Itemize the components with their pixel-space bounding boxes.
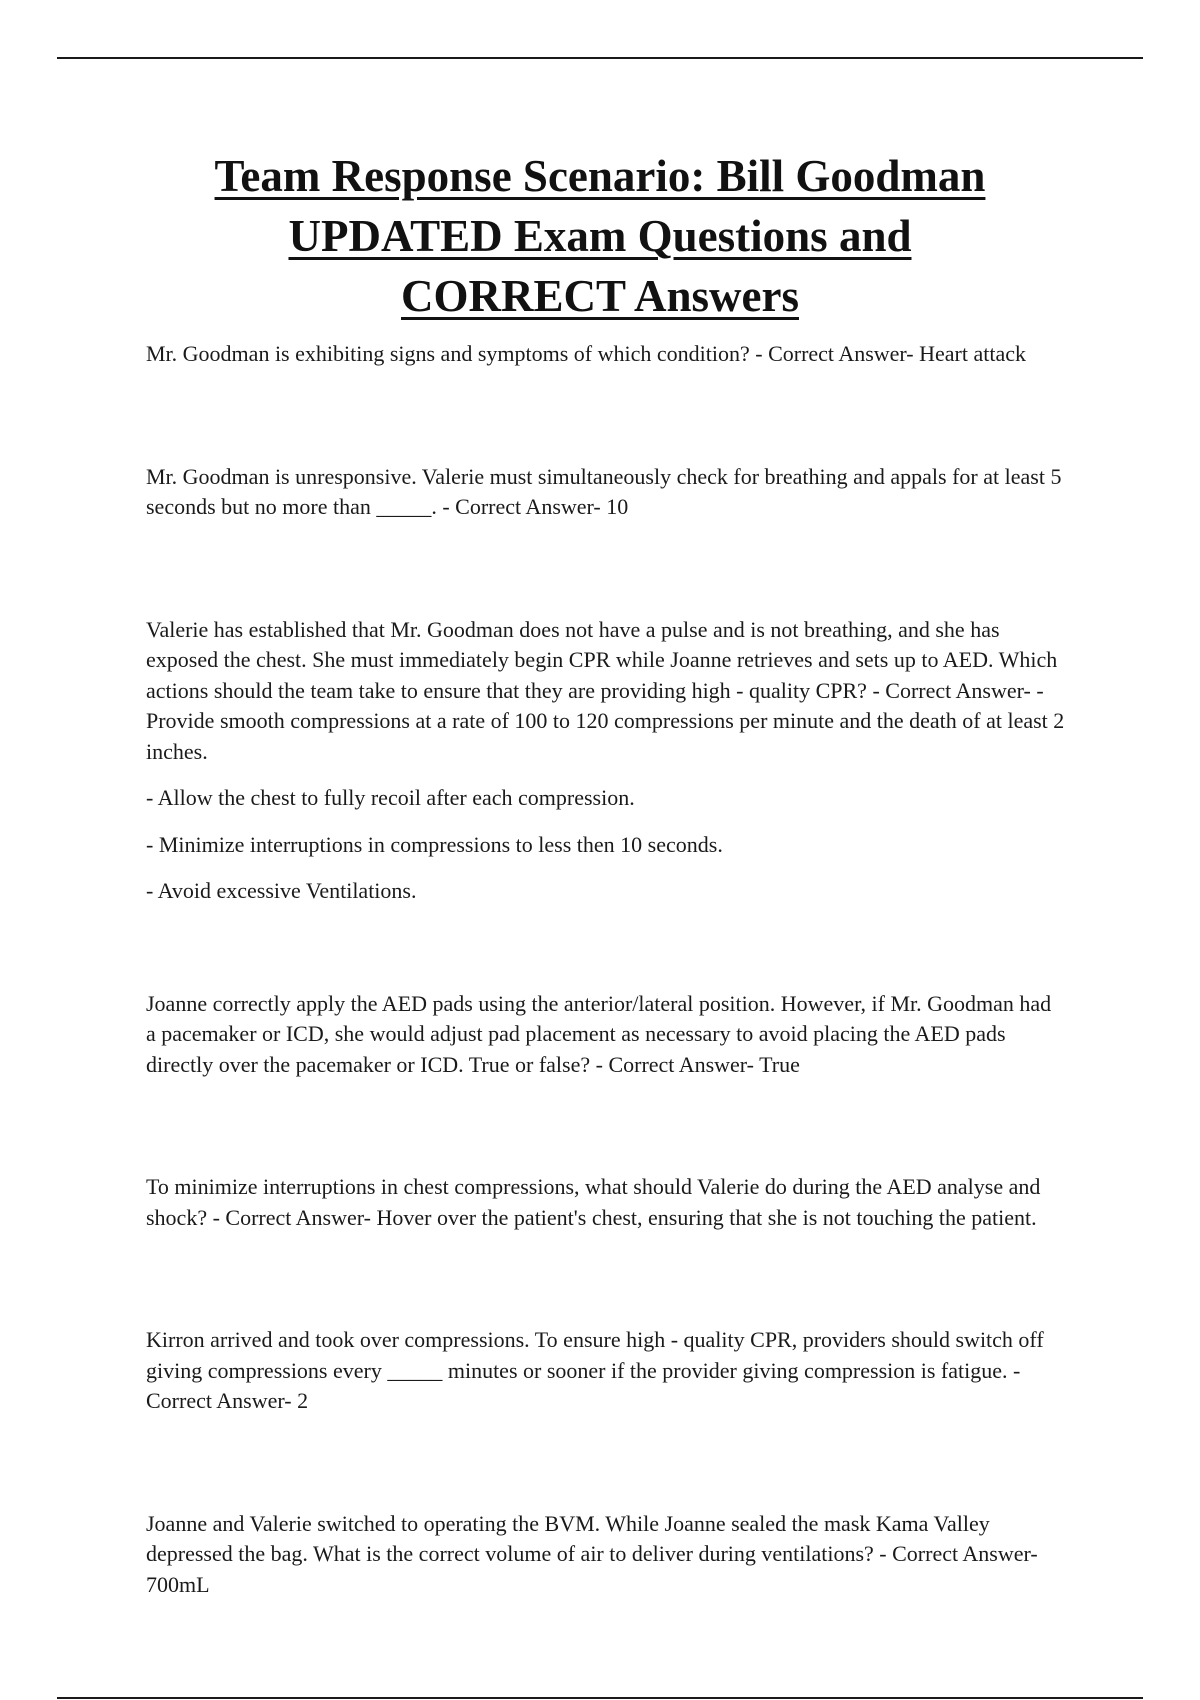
qa-item-3-sub-2: - Minimize interruptions in compressions to less then 10 seconds.	[146, 831, 723, 857]
top-rule	[57, 57, 1143, 59]
title-line-2: UPDATED Exam Questions and	[288, 211, 912, 261]
title-line-3: CORRECT Answers	[401, 271, 799, 321]
title-line-1: Team Response Scenario: Bill Goodman	[214, 151, 986, 201]
bottom-rule	[57, 1697, 1143, 1699]
document-title	[120, 146, 1080, 326]
qa-item-3: Valerie has established that Mr. Goodman does not have a pulse and is not breathing, and she has exposed the chest. She must immediately begin CPR while Joanne retrieves and sets up to AED. Which actions should the team take to ensure that they are providing high - quality CPR? - Correct Answer- - Provide smooth compressions at a rate of 100 to 120 compressions per minute and the death of at least 2 inches.	[146, 616, 1065, 764]
qa-list	[146, 339, 1066, 1600]
qa-item-5: To minimize interruptions in chest compressions, what should Valerie do during the AED analyse and shock? - Correct Answer- Hover over the patient's chest, ensuring that she is not touching the patient.	[146, 1174, 1041, 1230]
qa-item-7: Joanne and Valerie switched to operating the BVM. While Joanne sealed the mask Kama Valley depressed the bag. What is the correct volume of air to deliver during ventilations? - Correct Answer- 700mL	[146, 1510, 1038, 1597]
qa-item-1: Mr. Goodman is exhibiting signs and symptoms of which condition? - Correct Answer- Heart attack	[146, 341, 1027, 366]
qa-item-4: Joanne correctly apply the AED pads using the anterior/lateral position. However, if Mr. Goodman had a pacemaker or ICD, she would adjust pad placement as necessary to avoid placing the AED pads directly over the pacemaker or ICD. True or false? - Correct Answer- True	[146, 990, 1052, 1077]
qa-item-3-sub-1: - Allow the chest to fully recoil after each compression.	[146, 785, 635, 810]
qa-item-3-sub-3: - Avoid excessive Ventilations.	[146, 878, 417, 903]
qa-item-6: Kirron arrived and took over compressions. To ensure high - quality CPR, providers should switch off giving compressions every _____ minutes or sooner if the provider giving compression is fatigue. - Correct Answer- 2	[146, 1327, 1044, 1413]
qa-item-2: Mr. Goodman is unresponsive. Valerie must simultaneously check for breathing and appals for at least 5 seconds but no more than _____. - Correct Answer- 10	[146, 463, 1062, 519]
